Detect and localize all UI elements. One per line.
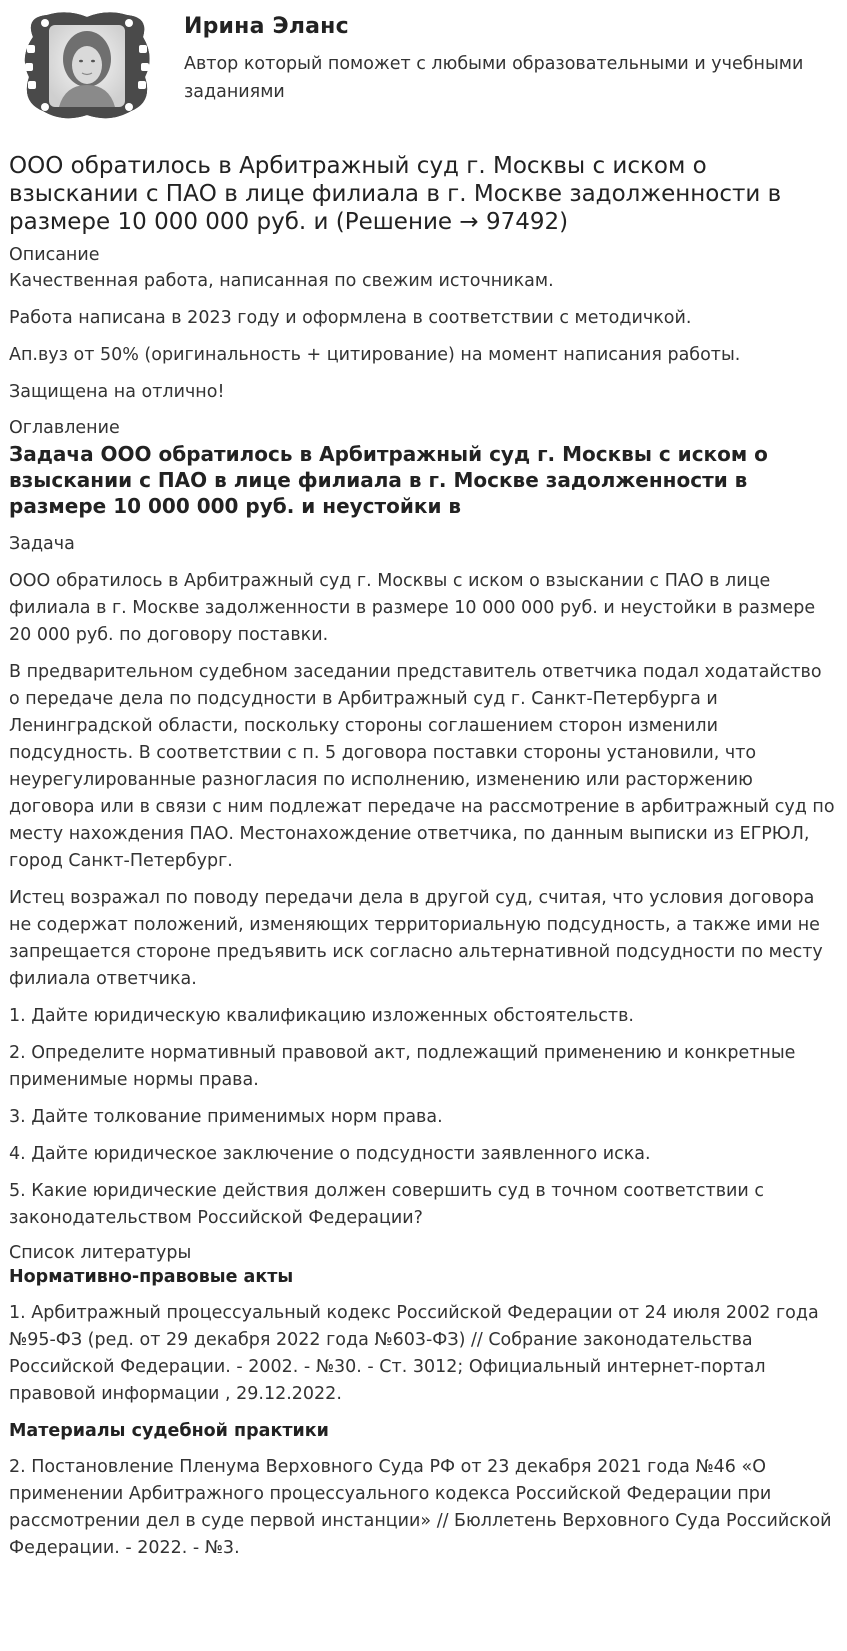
toc-question: 2. Определите нормативный правовой акт, подлежащий применению и конкретные применимые нормы права. bbox=[9, 1043, 796, 1090]
description-label: Описание bbox=[9, 245, 100, 265]
toc-paragraph: В предварительном судебном заседании представитель ответчика подал ходатайство о передаче дела по подсудности в Арбитражный суд г. Санкт-Петербурга и Ленинградской области, поскольку стороны соглашением сторон изменили подсудность. В соответствии с п. 5 договора поставки стороны установили, что неурегулированные разногласия по исполнению, изменению или расторжению договора или в связи с ним подлежат передаче на рассмотрение в арбитражный суд по месту нахождения ПАО. Местонахождение ответчика, по данным выписки из ЕГРЮЛ, город Санкт-Петербург. bbox=[9, 662, 835, 871]
toc-question: 1. Дайте юридическую квалификацию изложенных обстоятельств. bbox=[9, 1006, 634, 1026]
author-name[interactable]: Ирина Эланс bbox=[184, 14, 349, 39]
avatar[interactable] bbox=[15, 7, 159, 125]
toc-paragraph: Задача bbox=[9, 534, 75, 554]
description-section bbox=[9, 244, 837, 403]
description-line: Качественная работа, написанная по свежим источникам. bbox=[9, 271, 554, 291]
literature-section bbox=[9, 1242, 837, 1562]
avatar-image bbox=[15, 7, 159, 125]
toc-question: 3. Дайте толкование применимых норм права. bbox=[9, 1107, 443, 1127]
toc-heading: Задача ООО обратилось в Арбитражный суд г. Москвы с иском о взыскании с ПАО в лице филиала в г. Москве задолженности в размере 10 000 000 руб. и неустойки в bbox=[9, 442, 768, 518]
literature-item: 2. Постановление Пленума Верховного Суда РФ от 23 декабря 2021 года №46 «О применении Арбитражного процессуального кодекса Российской Федерации при рассмотрении дел в суде первой инстанции» // Бюллетень Верховного Суда Российской Федерации. - 2022. - №3. bbox=[9, 1457, 832, 1558]
description-line: Защищена на отлично! bbox=[9, 382, 225, 402]
work-title: ООО обратилось в Арбитражный суд г. Москвы с иском о взыскании с ПАО в лице филиала в г. Москве задолженности в размере 10 000 000 руб. и (Решение → 97492) bbox=[9, 153, 782, 235]
author-card bbox=[9, 0, 837, 140]
toc-section bbox=[9, 417, 837, 1232]
literature-label: Список литературы bbox=[9, 1243, 192, 1263]
toc-label: Оглавление bbox=[9, 418, 120, 438]
description-line: Ап.вуз от 50% (оригинальность + цитирование) на момент написания работы. bbox=[9, 345, 741, 365]
toc-paragraph: ООО обратилось в Арбитражный суд г. Москвы с иском о взыскании с ПАО в лице филиала в г. Москве задолженности в размере 10 000 000 руб. и неустойки в размере 20 000 руб. по договору поставки. bbox=[9, 571, 816, 645]
literature-item: 1. Арбитражный процессуальный кодекс Российской Федерации от 24 июля 2002 года №95-ФЗ (ред. от 29 декабря 2022 года №603-ФЗ) // Собрание законодательства Российской Федерации. - 2002. - №30. - Ст. 3012; Официальный интернет-портал правовой информации , 29.12.2022. bbox=[9, 1303, 819, 1404]
author-description: Автор который поможет с любыми образовательными и учебными заданиями bbox=[184, 54, 804, 102]
literature-group-heading: Материалы судебной практики bbox=[9, 1421, 329, 1441]
toc-paragraph: Истец возражал по поводу передачи дела в другой суд, считая, что условия договора не содержат положений, изменяющих территориальную подсудность, а также ими не запрещается стороне предъявить иск согласно альтернативной подсудности по месту филиала ответчика. bbox=[9, 888, 823, 989]
literature-group-heading: Нормативно-правовые акты bbox=[9, 1267, 294, 1287]
toc-question: 4. Дайте юридическое заключение о подсудности заявленного иска. bbox=[9, 1144, 651, 1164]
toc-question: 5. Какие юридические действия должен совершить суд в точном соответствии с законодательством Российской Федерации? bbox=[9, 1181, 764, 1228]
description-line: Работа написана в 2023 году и оформлена в соответствии с методичкой. bbox=[9, 308, 692, 328]
